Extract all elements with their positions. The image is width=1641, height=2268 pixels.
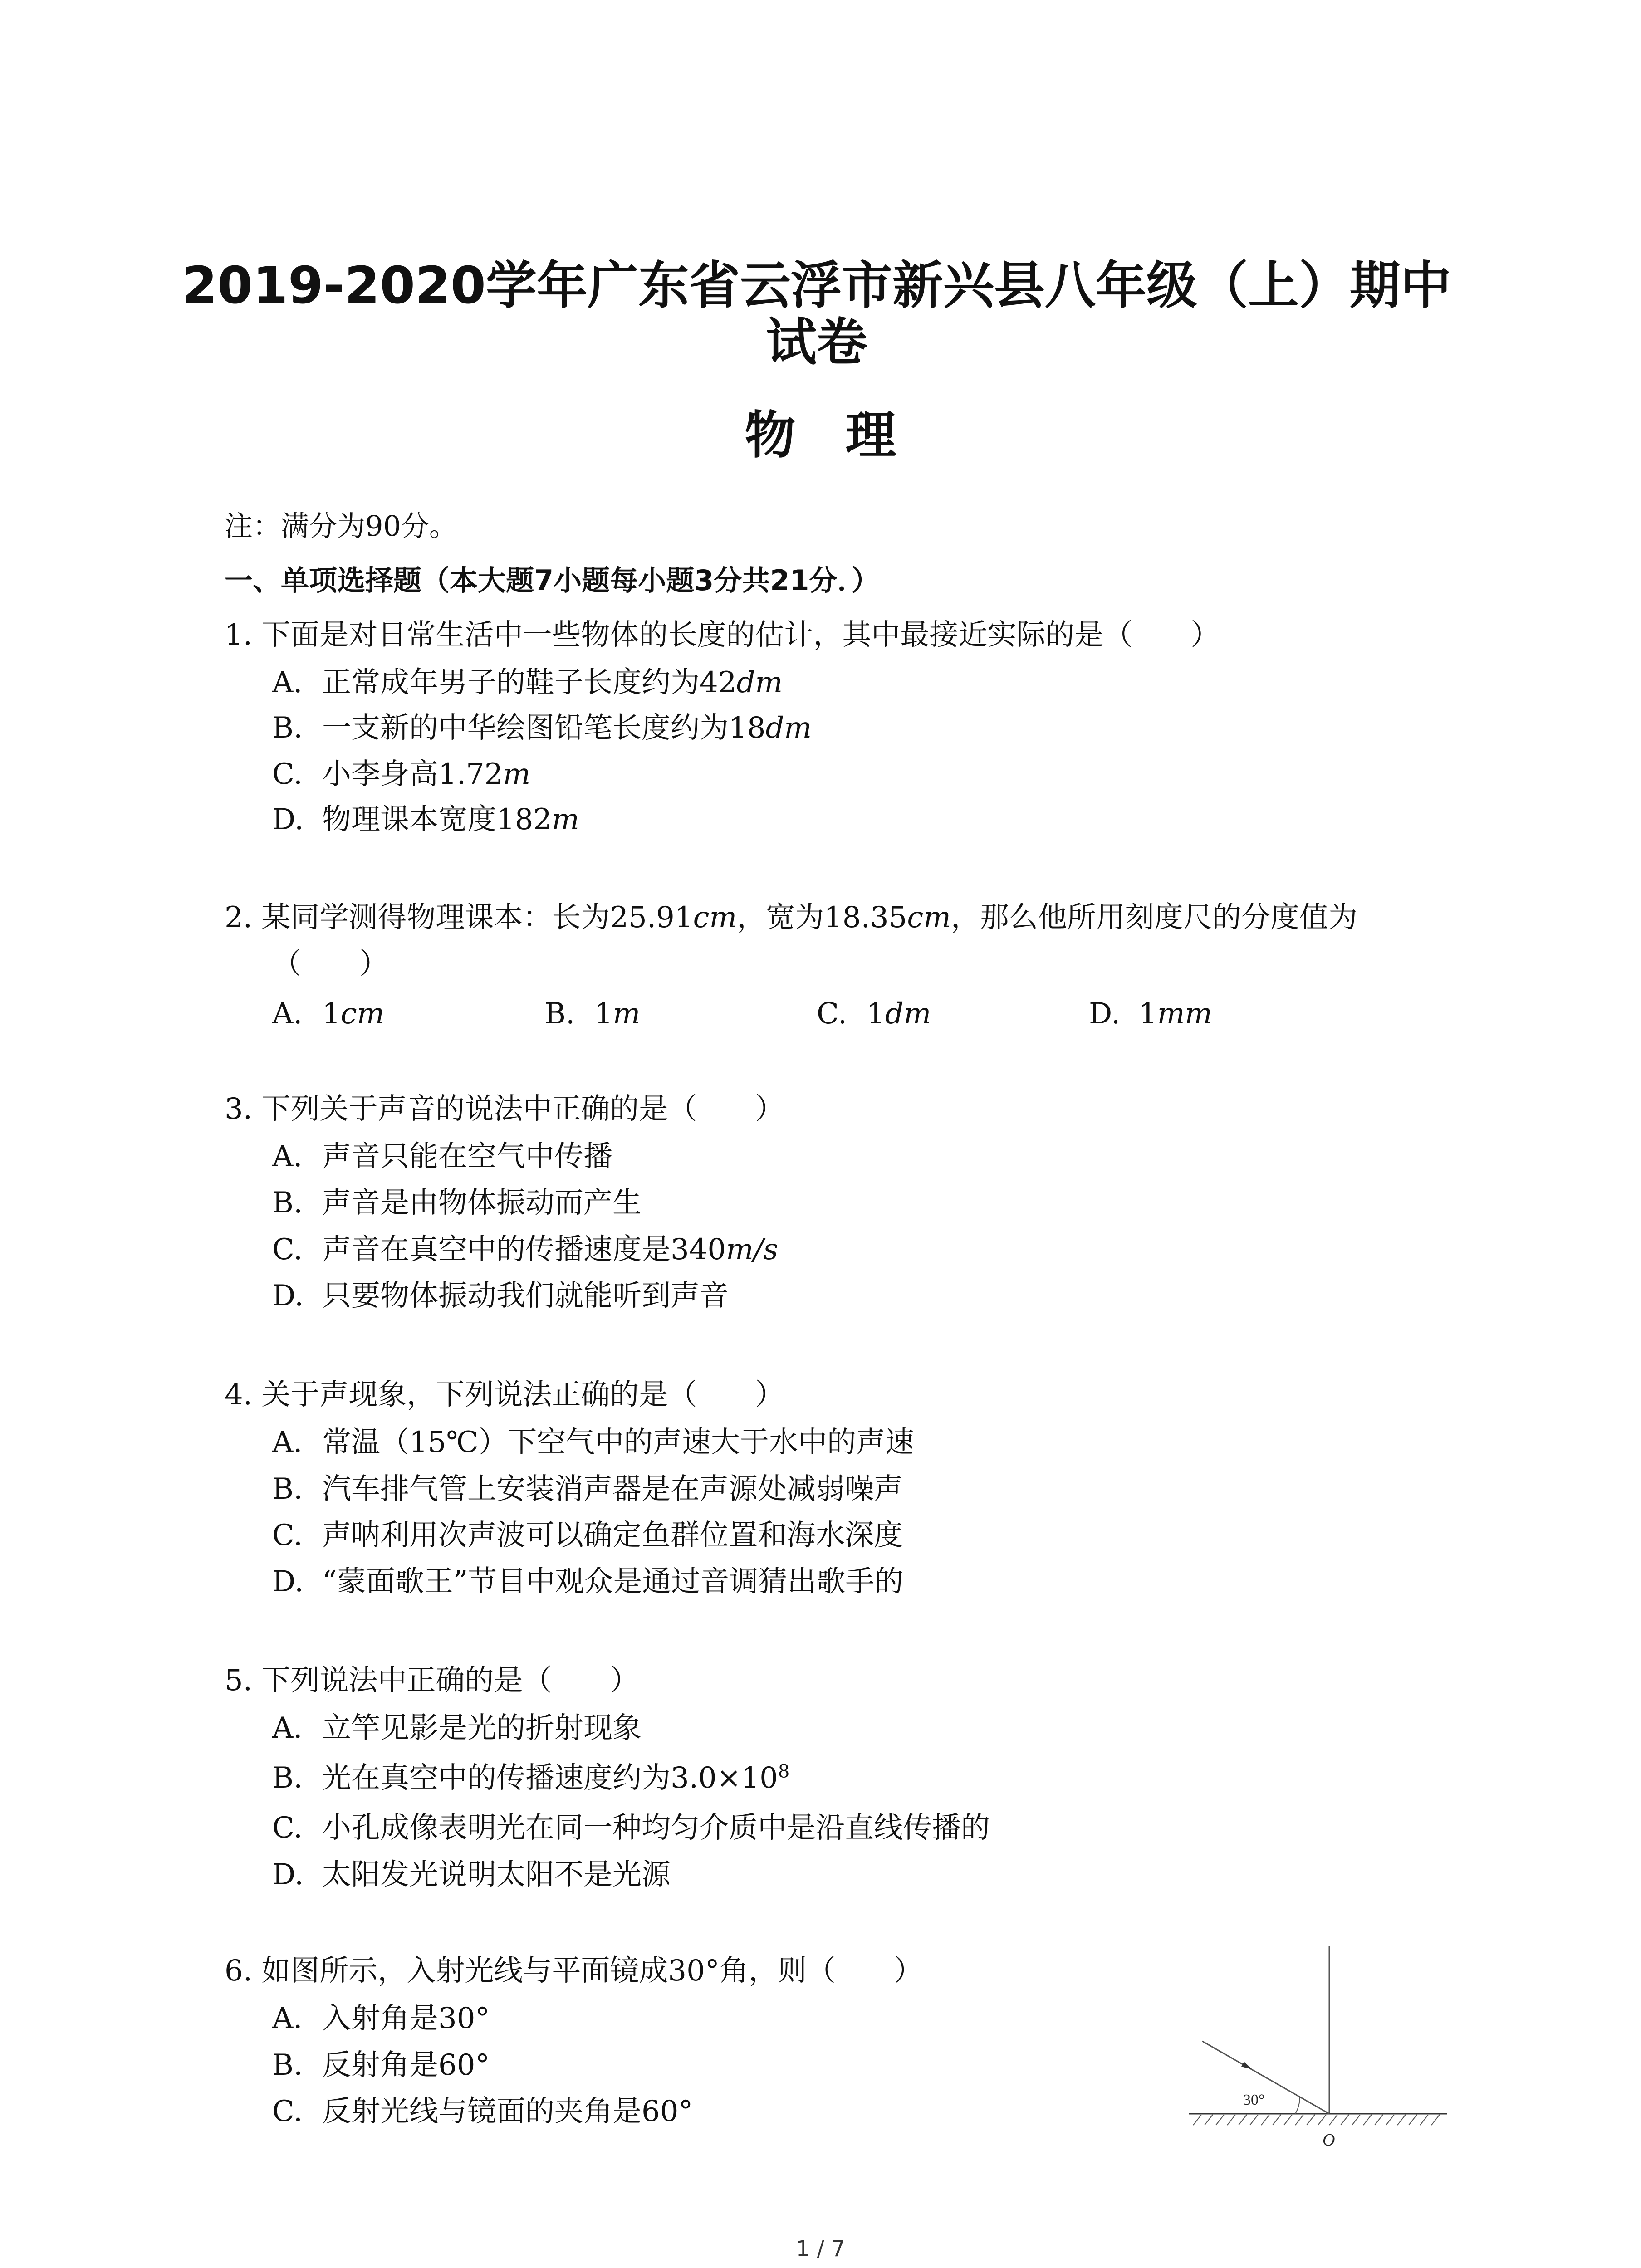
option-text: 反射角是60° (322, 2048, 490, 2082)
option-unit: m (552, 803, 579, 836)
option-label: C. (272, 1233, 303, 1266)
option-label: B. (272, 2048, 303, 2082)
option-text: 1 (1139, 997, 1157, 1031)
question-4-stem: 4. 关于声现象，下列说法正确的是（ ） (225, 1378, 784, 1412)
question-2-stem (225, 902, 1357, 934)
option-text: 光在真空中的传播速度约为3.0×10 (322, 1761, 778, 1795)
option-text: 物理课本宽度182 (322, 803, 552, 836)
option-label: C. (817, 997, 847, 1031)
subject-heading: 物理 (745, 406, 946, 465)
question-2-option-c (817, 998, 931, 1030)
option-text: 声音在真空中的传播速度是340 (322, 1233, 726, 1266)
exam-title-line2: 试卷 (766, 313, 867, 372)
option-text: 小孔成像表明光在同一种均匀介质中是沿直线传播的 (322, 1811, 990, 1845)
stem-part: ，那么他所用刻度尺的分度值为 (950, 901, 1357, 934)
incident-ray (1202, 2041, 1329, 2114)
option-label: C. (272, 2095, 303, 2128)
option-text: 1 (322, 997, 341, 1031)
option-text: 声音只能在空气中传播 (322, 1140, 612, 1173)
option-text: 太阳发光说明太阳不是光源 (322, 1858, 671, 1892)
mirror-hatching (1193, 2115, 1440, 2125)
angle-label: 30° (1243, 2092, 1265, 2108)
question-3-option-d (272, 1280, 729, 1312)
question-1-option-d (272, 804, 579, 836)
mirror-reflection-figure (1184, 1946, 1456, 2155)
option-text: 声呐利用次声波可以确定鱼群位置和海水深度 (322, 1519, 903, 1552)
question-2-stem-line2: （ ） (272, 947, 388, 981)
option-label: D. (1089, 997, 1121, 1031)
option-exponent: 8 (778, 1761, 790, 1782)
question-1-option-c (272, 758, 530, 790)
option-text: 常温（15℃）下空气中的声速大于水中的声速 (322, 1426, 915, 1459)
option-text: 声音是由物体振动而产生 (322, 1186, 642, 1220)
question-5-option-b (272, 1762, 789, 1794)
option-text: “蒙面歌王”节目中观众是通过音调猜出歌手的 (322, 1565, 904, 1598)
question-5-option-d (272, 1859, 671, 1891)
stem-unit: cm (907, 901, 951, 934)
option-text: 小李身高1.72 (322, 758, 503, 791)
question-4-option-b (272, 1473, 903, 1505)
question-6-stem: 6. 如图所示，入射光线与平面镜成30°角，则（ ） (225, 1954, 923, 1988)
exam-title-line1: 2019-2020学年广东省云浮市新兴县八年级（上）期中 (182, 256, 1451, 315)
option-unit: dm (765, 711, 812, 745)
option-label: D. (272, 1565, 304, 1598)
option-label: A. (272, 666, 303, 699)
question-5-stem: 5. 下列说法中正确的是（ ） (225, 1664, 639, 1697)
question-1-option-b (272, 712, 812, 744)
option-unit: dm (885, 997, 931, 1031)
question-6-option-b (272, 2049, 490, 2081)
option-label: B. (272, 1186, 303, 1220)
option-label: C. (272, 758, 303, 791)
option-text: 汽车排气管上安装消声器是在声源处减弱噪声 (322, 1472, 903, 1506)
option-text: 一支新的中华绘图铅笔长度约为18 (322, 711, 766, 745)
option-label: C. (272, 1811, 303, 1845)
question-4-option-c (272, 1520, 903, 1551)
question-2-option-d (1089, 998, 1212, 1030)
question-5-option-c (272, 1812, 990, 1844)
stem-part: ，宽为18.35 (737, 901, 907, 934)
option-unit: dm (736, 666, 783, 699)
option-unit: cm (340, 997, 385, 1031)
question-1-option-a (272, 667, 783, 699)
option-label: B. (272, 711, 303, 745)
question-5-option-a (272, 1712, 642, 1744)
option-unit: m/s (726, 1233, 779, 1266)
page-number: 1 / 7 (796, 2236, 845, 2262)
incident-ray-arrow (1241, 2062, 1252, 2069)
point-o-label: O (1323, 2131, 1335, 2150)
option-label: A. (272, 2002, 303, 2035)
question-6-option-c (272, 2096, 693, 2127)
option-text: 1 (594, 997, 613, 1031)
option-label: B. (544, 997, 575, 1031)
option-label: C. (272, 1519, 303, 1552)
question-2-option-b (544, 998, 640, 1030)
question-4-option-d (272, 1566, 903, 1598)
stem-part: 2. 某同学测得物理课本：长为25.91 (225, 901, 693, 934)
option-label: A. (272, 1711, 303, 1745)
question-3-option-a (272, 1141, 612, 1173)
score-note: 注：满分为90分。 (225, 509, 457, 543)
option-label: A. (272, 1140, 303, 1173)
option-label: D. (272, 1279, 304, 1313)
question-3-option-b (272, 1187, 642, 1219)
question-3-option-c (272, 1234, 778, 1266)
option-label: B. (272, 1472, 303, 1506)
angle-arc (1295, 2097, 1300, 2114)
option-text: 正常成年男子的鞋子长度约为42 (322, 666, 737, 699)
option-unit: mm (1157, 997, 1213, 1031)
option-text: 立竿见影是光的折射现象 (322, 1711, 642, 1745)
option-label: A. (272, 997, 303, 1031)
option-label: B. (272, 1761, 303, 1795)
option-label: D. (272, 803, 304, 836)
question-4-option-a (272, 1427, 914, 1458)
question-6-option-a (272, 2003, 490, 2034)
section-heading: 一、单项选择题（本大题7小题每小题3分共21分．） (225, 564, 880, 597)
question-2-option-a (272, 998, 384, 1030)
option-label: A. (272, 1426, 303, 1459)
option-text: 1 (867, 997, 885, 1031)
option-text: 只要物体振动我们就能听到声音 (322, 1279, 729, 1313)
option-label: D. (272, 1858, 304, 1892)
option-text: 入射角是30° (322, 2002, 490, 2035)
option-unit: m (503, 758, 531, 791)
option-unit: m (612, 997, 641, 1031)
option-text: 反射光线与镜面的夹角是60° (322, 2095, 693, 2128)
stem-unit: cm (693, 901, 737, 934)
question-3-stem: 3. 下列关于声音的说法中正确的是（ ） (225, 1092, 784, 1126)
question-1-stem: 1. 下面是对日常生活中一些物体的长度的估计，其中最接近实际的是（ ） (225, 618, 1220, 652)
